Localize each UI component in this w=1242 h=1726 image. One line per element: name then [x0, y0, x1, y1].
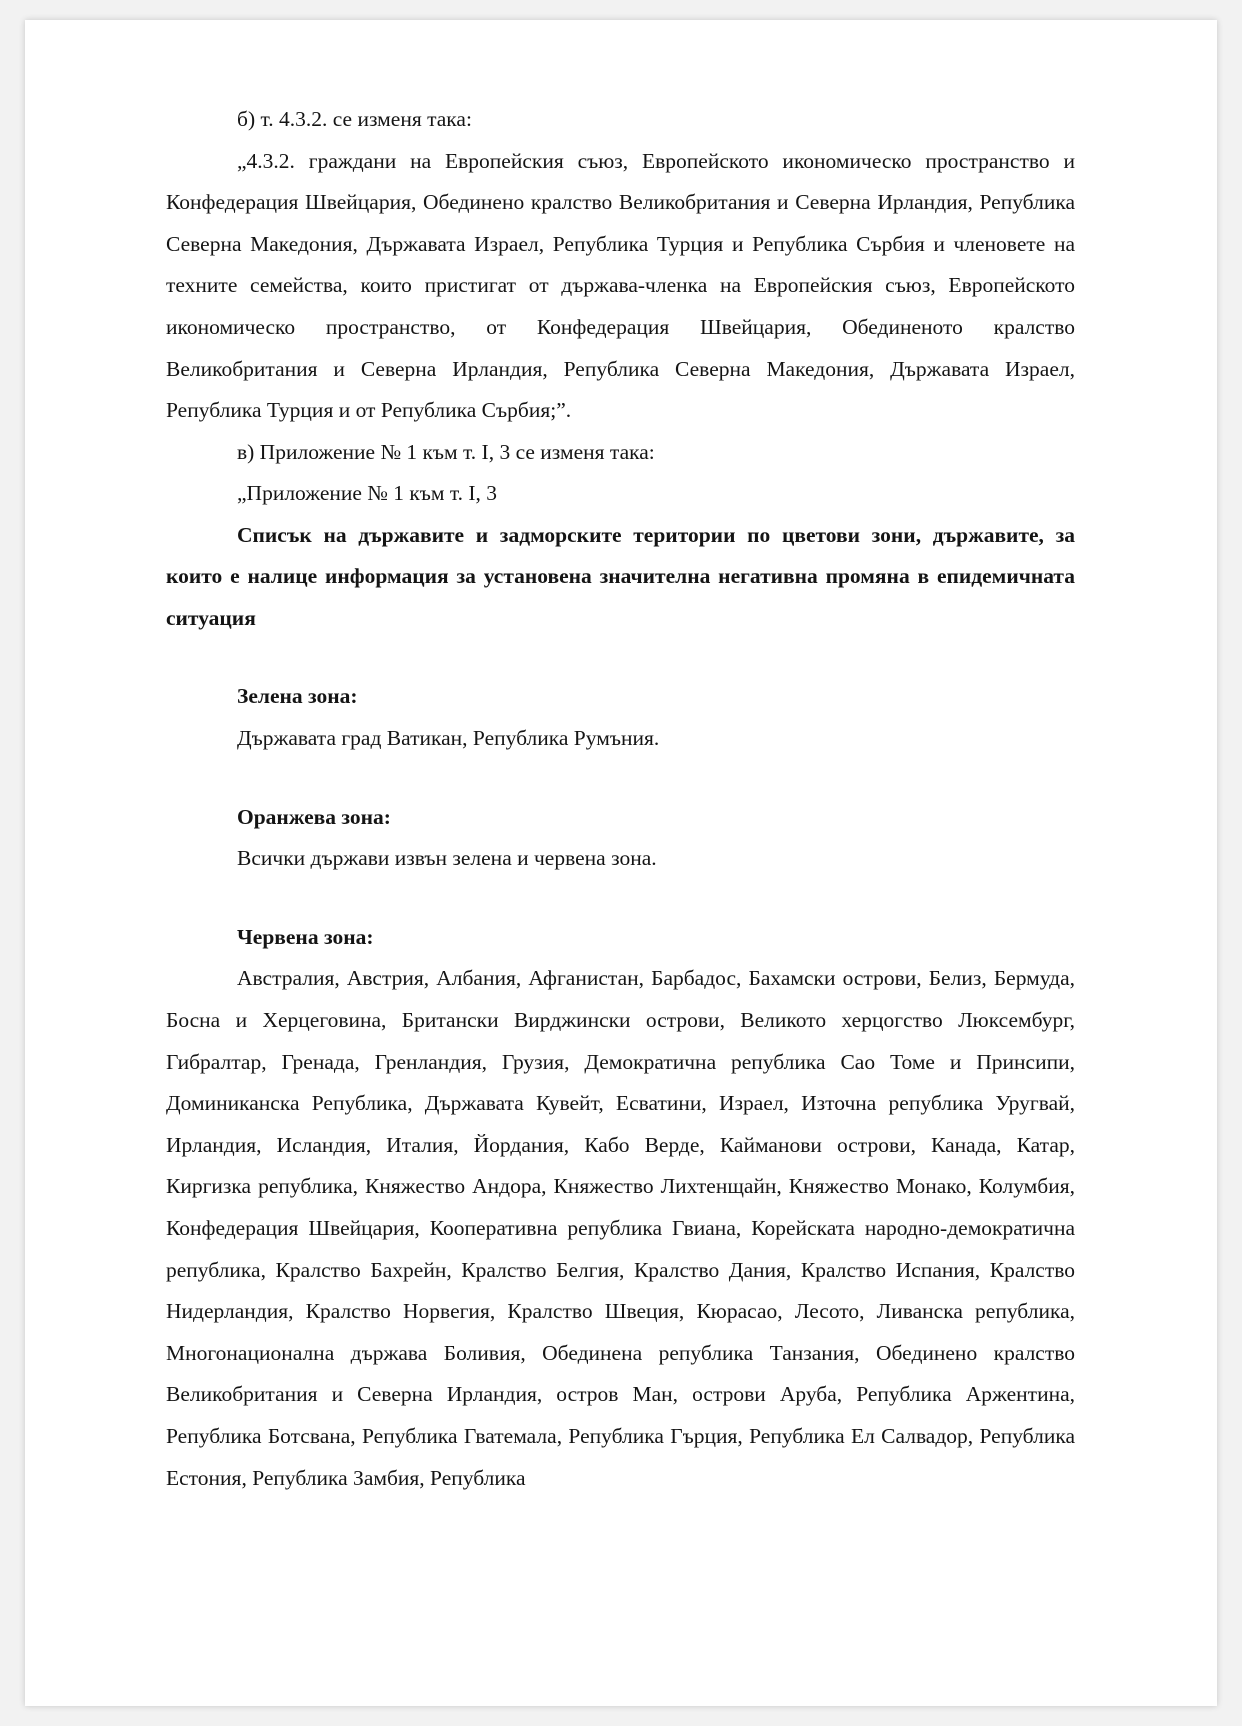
paragraph-v: в) Приложение № 1 към т. I, 3 се изменя така:: [237, 439, 655, 464]
paragraph-annex-title: „Приложение № 1 към т. I, 3: [237, 481, 498, 506]
red-zone-title: Червена зона:: [237, 924, 374, 949]
document-content: [166, 99, 1075, 1499]
orange-zone-title: Оранжева зона:: [237, 804, 391, 829]
red-zone-text: Австралия, Австрия, Албания, Афганистан, Барбадос, Бахамски острови, Белиз, Бермуда, Босна и Херцеговина, Британски Вирджински острови, Великото херцогство Люксембург, Гибралтар, Гренада, Гренландия, Грузия, Демократична република Сао Томе и Принсипи, Доминиканска Република, Държавата Кувейт, Есватини, Израел, Източна република Уругвай, Ирландия, Исландия, Италия, Йордания, Кабо Верде, Кайманови острови, Канада, Катар, Киргизка република, Княжество Андора, Княжество Лихтенщайн, Княжество Монако, Колумбия, Конфедерация Швейцария, Кооперативна република Гвиана, Корейската народно-демократична република, Кралство Бахрейн, Кралство Белгия, Кралство Дания, Кралство Испания, Кралство Нидерландия, Кралство Норвегия, Кралство Швеция, Кюрасао, Лесото, Ливанска република, Многонационална държава Боливия, Обединена република Танзания, Обединено кралство Великобритания и Северна Ирландия, остров Ман, острови Аруба, Република Аржентина, Република Ботсвана, Република Гватемала, Република Гърция, Република Ел Салвадор, Република Естония, Република Замбия, Република: [166, 966, 1075, 1490]
orange-zone-text: Всички държави извън зелена и червена зона.: [237, 846, 657, 871]
paragraph-4-3-2: „4.3.2. граждани на Европейския съюз, Европейското икономическо пространство и Конфедерация Швейцария, Обединено кралство Великобритания и Северна Ирландия, Република Северна Македония, Държавата Израел, Република Турция и Република Сърбия и членовете на техните семейства, които пристигат от държава-членка на Европейския съюз, Европейското икономическо пространство, от Конфедерация Швейцария, Обединеното кралство Великобритания и Северна Ирландия, Република Северна Македония, Държавата Израел, Република Турция и от Република Сърбия;”.: [166, 148, 1075, 423]
spacer: [166, 880, 1075, 917]
paragraph-b: б) т. 4.3.2. се изменя така:: [237, 107, 472, 131]
green-zone-text: Държавата град Ватикан, Република Румъния.: [237, 726, 660, 751]
green-zone-title: Зелена зона:: [237, 684, 358, 709]
document-page: [25, 20, 1217, 1706]
spacer: [166, 760, 1075, 797]
spacer: [166, 639, 1075, 676]
list-heading: Списък на държавите и задморските територии по цветови зони, държавите, за които е налице информация за установена значителна негативна промяна в епидемичната ситуация: [166, 522, 1075, 630]
